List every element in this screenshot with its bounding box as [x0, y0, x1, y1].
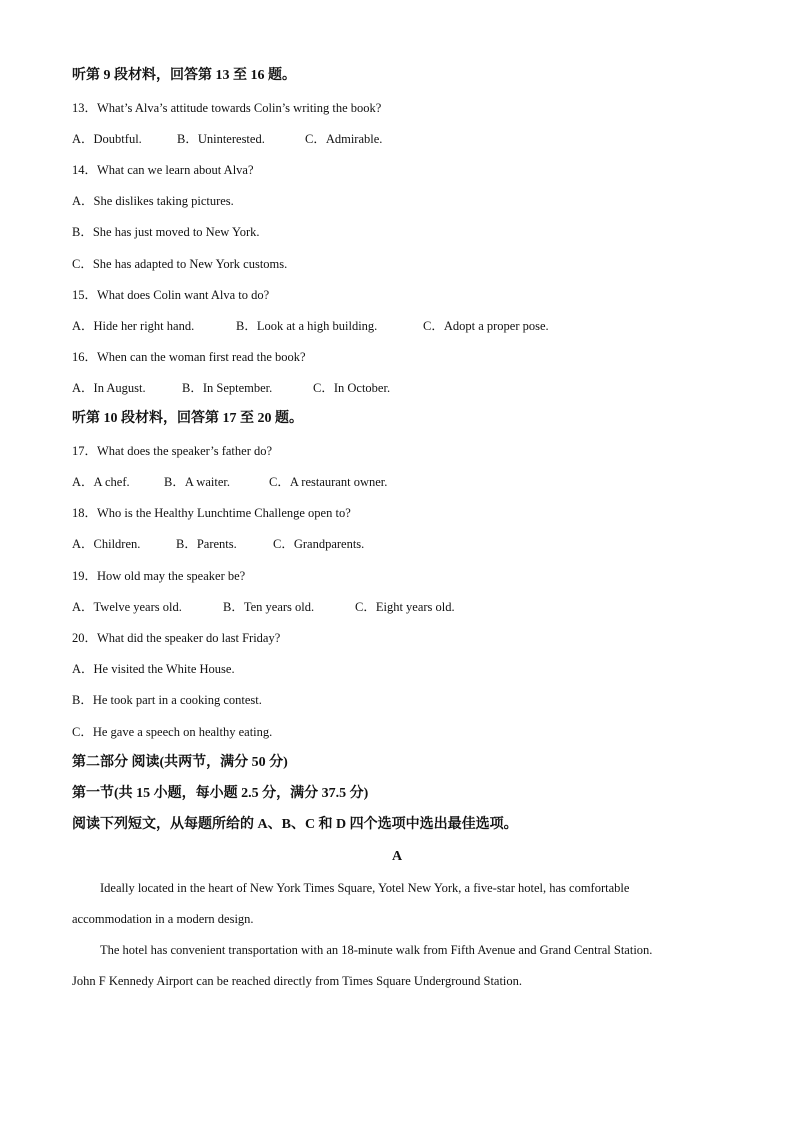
question-17: 17．What does the speaker’s father do?	[72, 444, 273, 458]
q16-option-b: B．In September.	[182, 381, 273, 395]
q18-option-a: A．Children.	[72, 537, 141, 551]
q17-option-c: C．A restaurant owner.	[269, 475, 388, 489]
q14-option-c: C．She has adapted to New York customs.	[72, 257, 288, 271]
q13-option-a: A．Doubtful.	[72, 132, 142, 146]
question-15: 15．What does Colin want Alva to do?	[72, 288, 270, 302]
q13-option-b: B．Uninterested.	[177, 132, 265, 146]
q13-option-c: C．Admirable.	[305, 132, 383, 146]
q15-option-a: A．Hide her right hand.	[72, 319, 195, 333]
q20-option-a: A．He visited the White House.	[72, 662, 235, 676]
q18-option-c: C．Grandparents.	[273, 537, 365, 551]
reading-instructions: 阅读下列短文，从每题所给的 A、B、C 和 D 四个选项中选出最佳选项。	[72, 817, 518, 832]
q20-option-b: B．He took part in a cooking contest.	[72, 693, 262, 707]
q16-option-a: A．In August.	[72, 381, 146, 395]
part-2-heading: 第二部分 阅读(共两节，满分 50 分)	[72, 755, 288, 770]
question-13: 13．What’s Alva’s attitude towards Colin’s writing the book?	[72, 101, 382, 115]
passage-p1-line1: Ideally located in the heart of New York Times Square, Yotel New York, a five-star hotel, has comfortable	[100, 881, 630, 895]
q14-option-b: B．She has just moved to New York.	[72, 225, 260, 239]
question-18: 18．Who is the Healthy Lunchtime Challenge open to?	[72, 506, 351, 520]
passage-p1-line2: accommodation in a modern design.	[72, 912, 254, 926]
question-19: 19．How old may the speaker be?	[72, 569, 246, 583]
passage-label: A	[391, 849, 403, 864]
q19-option-b: B．Ten years old.	[223, 600, 315, 614]
q16-option-c: C．In October.	[313, 381, 391, 395]
q20-option-c: C．He gave a speech on healthy eating.	[72, 725, 273, 739]
section-10-heading: 听第 10 段材料，回答第 17 至 20 题。	[72, 411, 303, 426]
question-20: 20．What did the speaker do last Friday?	[72, 631, 281, 645]
section-1-heading: 第一节(共 15 小题，每小题 2.5 分，满分 37.5 分)	[72, 786, 369, 801]
q15-option-c: C．Adopt a proper pose.	[423, 319, 549, 333]
section-9-heading: 听第 9 段材料，回答第 13 至 16 题。	[72, 68, 296, 83]
question-16: 16．When can the woman first read the book?	[72, 350, 306, 364]
question-14: 14．What can we learn about Alva?	[72, 163, 254, 177]
q18-option-b: B．Parents.	[176, 537, 237, 551]
q15-option-b: B．Look at a high building.	[236, 319, 378, 333]
q19-option-c: C．Eight years old.	[355, 600, 455, 614]
passage-p2-line1: The hotel has convenient transportation with an 18-minute walk from Fifth Avenue and Grand Central Station.	[100, 943, 653, 957]
q14-option-a: A．She dislikes taking pictures.	[72, 194, 234, 208]
q17-option-b: B．A waiter.	[164, 475, 230, 489]
q17-option-a: A．A chef.	[72, 475, 130, 489]
q19-option-a: A．Twelve years old.	[72, 600, 182, 614]
passage-p2-line2: John F Kennedy Airport can be reached directly from Times Square Underground Station.	[72, 974, 523, 988]
